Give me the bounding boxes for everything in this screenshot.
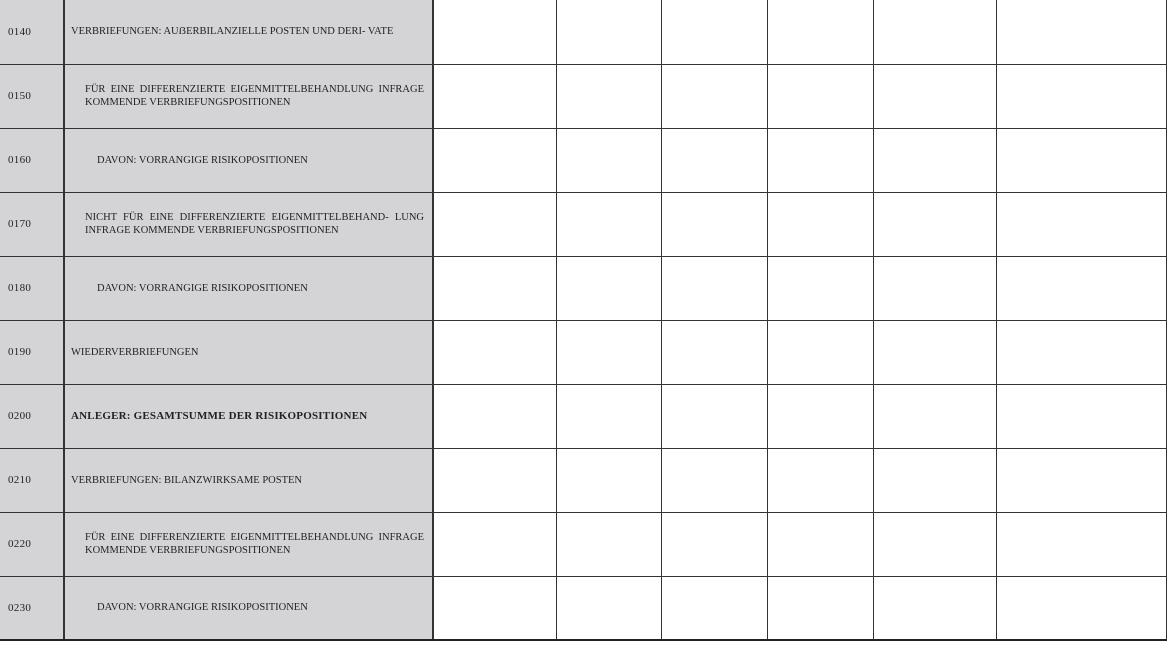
row-code: 0220 [0, 512, 64, 576]
row-code: 0180 [0, 256, 64, 320]
data-cell[interactable] [556, 192, 661, 256]
data-cell[interactable] [556, 384, 661, 448]
data-cell[interactable] [433, 128, 556, 192]
data-cell[interactable] [996, 256, 1166, 320]
data-cell[interactable] [873, 384, 996, 448]
data-cell[interactable] [661, 320, 767, 384]
table-row [0, 384, 1166, 448]
data-cell[interactable] [433, 576, 556, 640]
row-label: WIEDERVERBRIEFUNGEN [64, 320, 433, 384]
data-cell[interactable] [996, 128, 1166, 192]
row-code: 0170 [0, 192, 64, 256]
row-label: NICHT FÜR EINE DIFFERENZIERTE EIGENMITTELBEHAND- LUNG INFRAGE KOMMENDE VERBRIEFUNGSPOSITIONEN [64, 192, 433, 256]
data-cell[interactable] [661, 64, 767, 128]
row-code: 0210 [0, 448, 64, 512]
data-cell[interactable] [873, 0, 996, 64]
data-cell[interactable] [767, 320, 873, 384]
data-cell[interactable] [873, 576, 996, 640]
data-cell[interactable] [996, 192, 1166, 256]
data-cell[interactable] [767, 128, 873, 192]
data-cell[interactable] [556, 256, 661, 320]
row-label: ANLEGER: GESAMTSUMME DER RISIKOPOSITIONEN [64, 384, 433, 448]
table-row [0, 128, 1166, 192]
data-cell[interactable] [556, 128, 661, 192]
row-label: DAVON: VORRANGIGE RISIKOPOSITIONEN [64, 576, 433, 640]
data-cell[interactable] [433, 0, 556, 64]
data-cell[interactable] [661, 576, 767, 640]
row-label: FÜR EINE DIFFERENZIERTE EIGENMITTELBEHANDLUNG INFRAGE KOMMENDE VERBRIEFUNGSPOSITIONEN [64, 512, 433, 576]
row-code: 0230 [0, 576, 64, 640]
data-cell[interactable] [873, 448, 996, 512]
table-row [0, 448, 1166, 512]
table-row [0, 576, 1166, 640]
data-cell[interactable] [873, 64, 996, 128]
table-row [0, 256, 1166, 320]
table-row [0, 512, 1166, 576]
data-cell[interactable] [433, 256, 556, 320]
data-cell[interactable] [661, 512, 767, 576]
data-cell[interactable] [873, 320, 996, 384]
row-label: DAVON: VORRANGIGE RISIKOPOSITIONEN [64, 256, 433, 320]
data-cell[interactable] [996, 448, 1166, 512]
data-cell[interactable] [767, 64, 873, 128]
data-cell[interactable] [661, 0, 767, 64]
data-cell[interactable] [661, 192, 767, 256]
row-code: 0160 [0, 128, 64, 192]
row-label: VERBRIEFUNGEN: BILANZWIRKSAME POSTEN [64, 448, 433, 512]
data-cell[interactable] [556, 320, 661, 384]
data-cell[interactable] [556, 0, 661, 64]
row-code: 0140 [0, 0, 64, 64]
data-cell[interactable] [996, 512, 1166, 576]
data-cell[interactable] [556, 576, 661, 640]
data-cell[interactable] [996, 384, 1166, 448]
data-cell[interactable] [873, 256, 996, 320]
data-cell[interactable] [767, 448, 873, 512]
data-cell[interactable] [767, 256, 873, 320]
row-code: 0190 [0, 320, 64, 384]
data-cell[interactable] [767, 0, 873, 64]
row-label: FÜR EINE DIFFERENZIERTE EIGENMITTELBEHANDLUNG INFRAGE KOMMENDE VERBRIEFUNGSPOSITIONEN [64, 64, 433, 128]
data-cell[interactable] [433, 512, 556, 576]
data-cell[interactable] [433, 64, 556, 128]
data-cell[interactable] [873, 128, 996, 192]
data-cell[interactable] [661, 128, 767, 192]
data-cell[interactable] [556, 512, 661, 576]
data-cell[interactable] [996, 576, 1166, 640]
data-cell[interactable] [873, 192, 996, 256]
row-label: VERBRIEFUNGEN: AUẞERBILANZIELLE POSTEN UND DERI- VATE [64, 0, 433, 64]
table-row [0, 192, 1166, 256]
data-cell[interactable] [433, 384, 556, 448]
data-cell[interactable] [433, 448, 556, 512]
table-row [0, 0, 1166, 64]
data-cell[interactable] [556, 448, 661, 512]
row-label: DAVON: VORRANGIGE RISIKOPOSITIONEN [64, 128, 433, 192]
data-cell[interactable] [661, 256, 767, 320]
data-cell[interactable] [661, 448, 767, 512]
data-cell[interactable] [433, 192, 556, 256]
data-cell[interactable] [873, 512, 996, 576]
data-cell[interactable] [556, 64, 661, 128]
table-row [0, 64, 1166, 128]
data-cell[interactable] [433, 320, 556, 384]
data-cell[interactable] [767, 512, 873, 576]
data-cell[interactable] [661, 384, 767, 448]
data-cell[interactable] [996, 64, 1166, 128]
data-cell[interactable] [996, 320, 1166, 384]
row-code: 0150 [0, 64, 64, 128]
data-cell[interactable] [767, 576, 873, 640]
data-cell[interactable] [767, 192, 873, 256]
table-row [0, 320, 1166, 384]
row-code: 0200 [0, 384, 64, 448]
data-cell[interactable] [767, 384, 873, 448]
data-cell[interactable] [996, 0, 1166, 64]
